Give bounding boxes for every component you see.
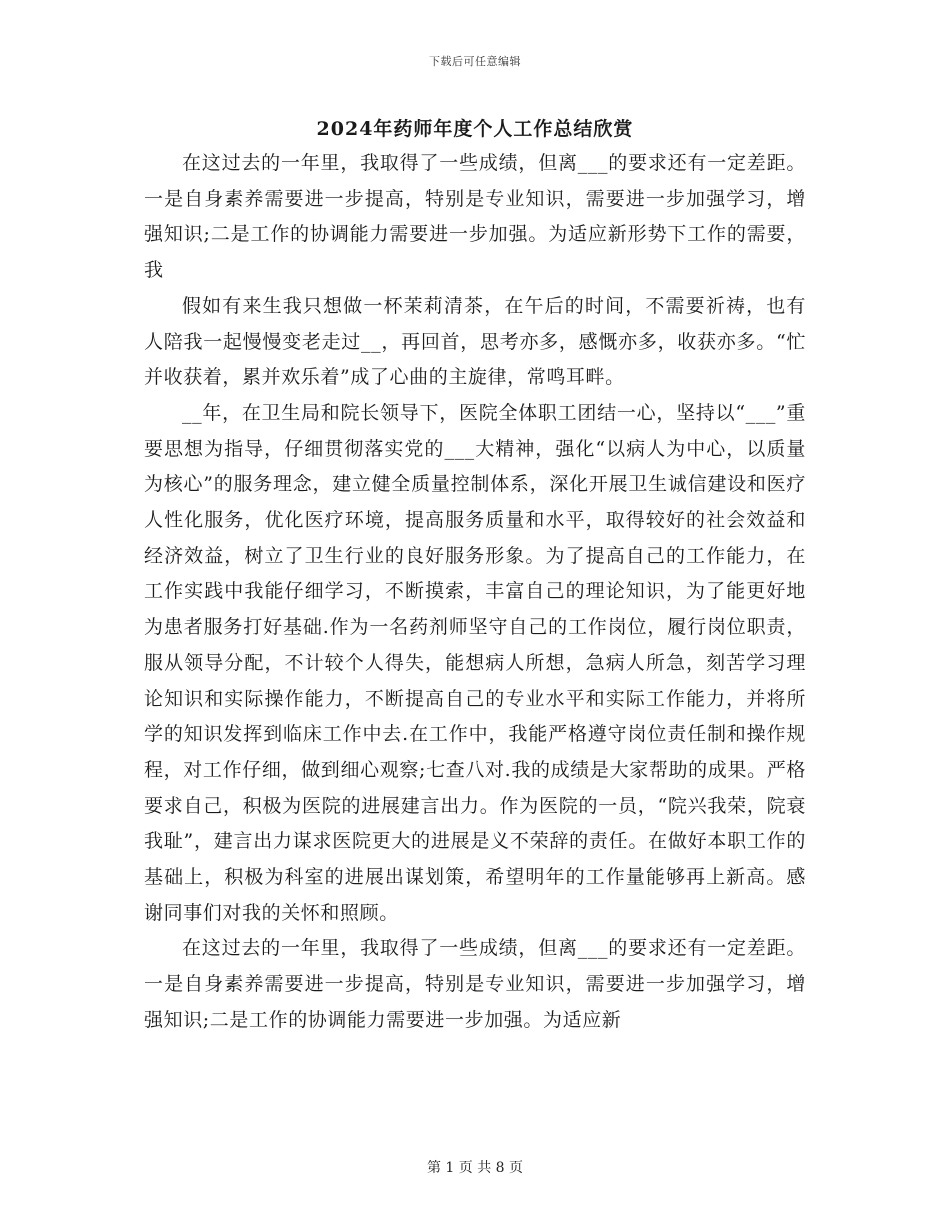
page-number: 第 1 页 共 8 页 bbox=[426, 1160, 524, 1176]
paragraph-4: 在这过去的一年里，我取得了一些成绩，但离___的要求还有一定差距。一是自身素养需要进一步提高，特别是专业知识，需要进一步加强学习，增强知识;二是工作的协调能力需要进一步加强。为适应新 bbox=[144, 937, 806, 1031]
paragraph-3: __年，在卫生局和院长领导下，医院全体职工团结一心，坚持以“___”重要思想为指导，仔细贯彻落实党的___大精神，强化“以病人为中心，以质量为核心”的服务理念，建立健全质量控制体系，深化开展卫生诚信建设和医疗人性化服务，优化医疗环境，提高服务质量和水平，取得较好的社会效益和经济效益，树立了卫生行业的良好服务形象。为了提高自己的工作能力，在工作实践中我能仔细学习，不断摸索，丰富自己的理论知识，为了能更好地为患者服务打好基础.作为一名药剂师坚守自己的工作岗位，履行岗位职责，服从领导分配，不计较个人得失，能想病人所想，急病人所急，刻苦学习理论知识和实际操作能力，不断提高自己的专业水平和实际工作能力，并将所学的知识发挥到临床工作中去.在工作中，我能严格遵守岗位责任制和操作规程，对工作仔细，做到细心观察;七查八对.我的成绩是大家帮助的成果。严格要求自己，积极为医院的进展建言出力。作为医院的一员，“院兴我荣，院衰我耻”，建言出力谋求医院更大的进展是义不荣辞的责任。在做好本职工作的基础上，积极为科室的进展出谋划策，希望明年的工作量能够再上新高。感谢同事们对我的关怀和照顾。 bbox=[144, 401, 806, 924]
document-body bbox=[144, 146, 806, 1039]
page-title: 2024年药师年度个人工作总结欣赏 bbox=[316, 118, 634, 140]
header-note: 下载后可任意编辑 bbox=[429, 55, 521, 68]
paragraph-1: 在这过去的一年里，我取得了一些成绩，但离___的要求还有一定差距。一是自身素养需要进一步提高，特别是专业知识，需要进一步加强学习，增强知识;二是工作的协调能力需要进一步加强。为适应新形势下工作的需要，我 bbox=[144, 152, 806, 282]
paragraph-2: 假如有来生我只想做一杯茉莉清茶，在午后的时间，不需要祈祷，也有人陪我一起慢慢变老走过__，再回首，思考亦多，感慨亦多，收获亦多。“忙并收获着，累并欢乐着”成了心曲的主旋律，常鸣耳畔。 bbox=[144, 294, 806, 389]
